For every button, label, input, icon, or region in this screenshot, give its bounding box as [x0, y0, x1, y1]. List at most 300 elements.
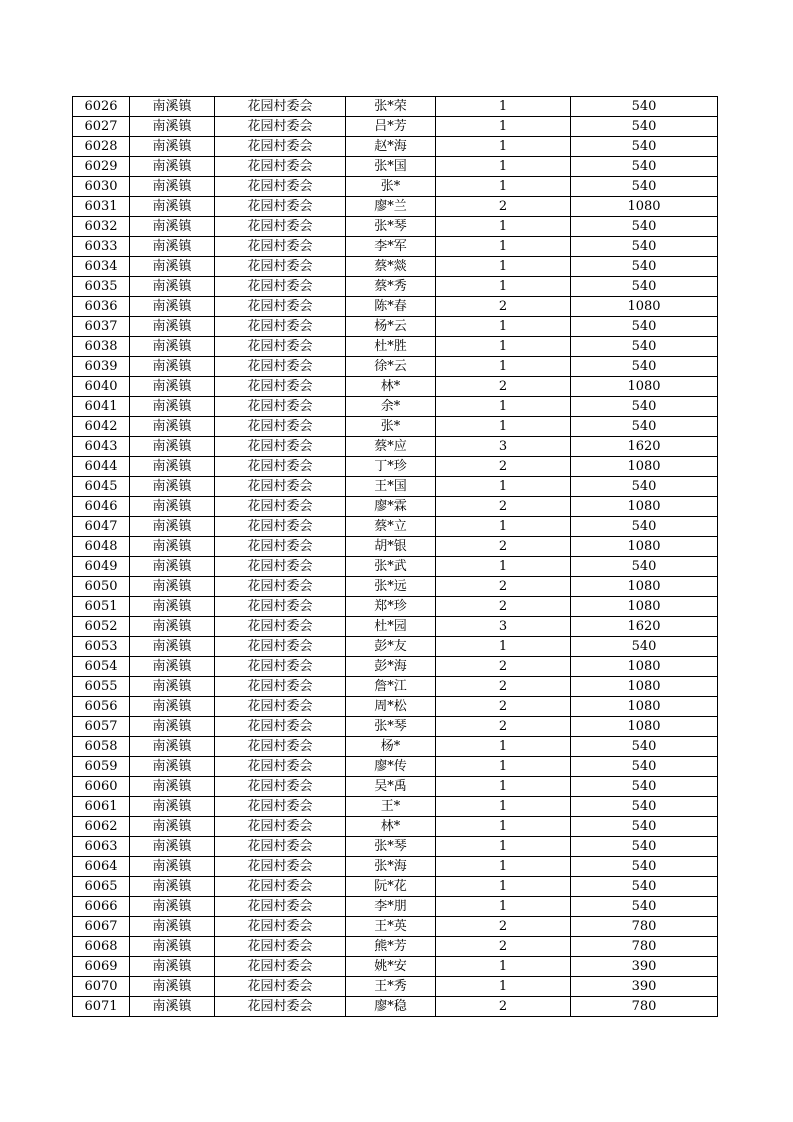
town-cell: 南溪镇 [130, 837, 215, 857]
village-committee-cell: 花园村委会 [215, 757, 346, 777]
count-cell: 1 [436, 477, 571, 497]
town-cell: 南溪镇 [130, 777, 215, 797]
table-row [73, 417, 718, 437]
data-table [72, 96, 718, 1017]
table-row [73, 197, 718, 217]
table-row [73, 797, 718, 817]
count-cell: 3 [436, 437, 571, 457]
village-committee-cell: 花园村委会 [215, 877, 346, 897]
amount-cell: 540 [571, 837, 718, 857]
amount-cell: 540 [571, 737, 718, 757]
town-cell: 南溪镇 [130, 217, 215, 237]
table-row [73, 737, 718, 757]
count-cell: 1 [436, 757, 571, 777]
row-number-cell: 6055 [73, 677, 130, 697]
count-cell: 2 [436, 717, 571, 737]
name-cell: 蔡*燚 [346, 257, 436, 277]
name-cell: 李*朋 [346, 897, 436, 917]
count-cell: 1 [436, 357, 571, 377]
amount-cell: 390 [571, 977, 718, 997]
name-cell: 李*军 [346, 237, 436, 257]
town-cell: 南溪镇 [130, 577, 215, 597]
row-number-cell: 6033 [73, 237, 130, 257]
amount-cell: 1620 [571, 617, 718, 637]
town-cell: 南溪镇 [130, 397, 215, 417]
count-cell: 1 [436, 897, 571, 917]
village-committee-cell: 花园村委会 [215, 777, 346, 797]
name-cell: 张*海 [346, 857, 436, 877]
row-number-cell: 6071 [73, 997, 130, 1017]
table-row [73, 957, 718, 977]
name-cell: 周*松 [346, 697, 436, 717]
town-cell: 南溪镇 [130, 657, 215, 677]
count-cell: 2 [436, 577, 571, 597]
village-committee-cell: 花园村委会 [215, 837, 346, 857]
town-cell: 南溪镇 [130, 497, 215, 517]
amount-cell: 540 [571, 637, 718, 657]
village-committee-cell: 花园村委会 [215, 377, 346, 397]
table-row [73, 817, 718, 837]
count-cell: 1 [436, 237, 571, 257]
count-cell: 1 [436, 257, 571, 277]
row-number-cell: 6039 [73, 357, 130, 377]
amount-cell: 540 [571, 117, 718, 137]
row-number-cell: 6027 [73, 117, 130, 137]
table-row [73, 177, 718, 197]
name-cell: 张*琴 [346, 217, 436, 237]
row-number-cell: 6043 [73, 437, 130, 457]
count-cell: 1 [436, 797, 571, 817]
table-row [73, 937, 718, 957]
row-number-cell: 6058 [73, 737, 130, 757]
amount-cell: 1080 [571, 677, 718, 697]
table-row [73, 457, 718, 477]
amount-cell: 1080 [571, 717, 718, 737]
row-number-cell: 6053 [73, 637, 130, 657]
table-row [73, 377, 718, 397]
village-committee-cell: 花园村委会 [215, 277, 346, 297]
count-cell: 1 [436, 397, 571, 417]
town-cell: 南溪镇 [130, 277, 215, 297]
town-cell: 南溪镇 [130, 997, 215, 1017]
count-cell: 3 [436, 617, 571, 637]
village-committee-cell: 花园村委会 [215, 617, 346, 637]
village-committee-cell: 花园村委会 [215, 217, 346, 237]
amount-cell: 540 [571, 877, 718, 897]
row-number-cell: 6063 [73, 837, 130, 857]
village-committee-cell: 花园村委会 [215, 797, 346, 817]
amount-cell: 540 [571, 357, 718, 377]
table-row [73, 297, 718, 317]
name-cell: 彭*友 [346, 637, 436, 657]
amount-cell: 1080 [571, 197, 718, 217]
name-cell: 廖*稳 [346, 997, 436, 1017]
amount-cell: 540 [571, 397, 718, 417]
town-cell: 南溪镇 [130, 737, 215, 757]
town-cell: 南溪镇 [130, 957, 215, 977]
village-committee-cell: 花园村委会 [215, 937, 346, 957]
count-cell: 2 [436, 457, 571, 477]
name-cell: 张*琴 [346, 717, 436, 737]
name-cell: 张*琴 [346, 837, 436, 857]
amount-cell: 1080 [571, 697, 718, 717]
row-number-cell: 6040 [73, 377, 130, 397]
table-row [73, 437, 718, 457]
village-committee-cell: 花园村委会 [215, 437, 346, 457]
name-cell: 张*国 [346, 157, 436, 177]
count-cell: 1 [436, 337, 571, 357]
amount-cell: 780 [571, 917, 718, 937]
name-cell: 余* [346, 397, 436, 417]
row-number-cell: 6059 [73, 757, 130, 777]
table-row [73, 317, 718, 337]
amount-cell: 540 [571, 417, 718, 437]
table-row [73, 977, 718, 997]
name-cell: 杨* [346, 737, 436, 757]
village-committee-cell: 花园村委会 [215, 197, 346, 217]
village-committee-cell: 花园村委会 [215, 337, 346, 357]
row-number-cell: 6026 [73, 97, 130, 117]
amount-cell: 1080 [571, 657, 718, 677]
town-cell: 南溪镇 [130, 257, 215, 277]
count-cell: 1 [436, 737, 571, 757]
table-row [73, 97, 718, 117]
town-cell: 南溪镇 [130, 137, 215, 157]
name-cell: 蔡*立 [346, 517, 436, 537]
town-cell: 南溪镇 [130, 477, 215, 497]
row-number-cell: 6042 [73, 417, 130, 437]
count-cell: 1 [436, 317, 571, 337]
village-committee-cell: 花园村委会 [215, 997, 346, 1017]
amount-cell: 540 [571, 517, 718, 537]
village-committee-cell: 花园村委会 [215, 557, 346, 577]
village-committee-cell: 花园村委会 [215, 597, 346, 617]
village-committee-cell: 花园村委会 [215, 577, 346, 597]
count-cell: 1 [436, 817, 571, 837]
town-cell: 南溪镇 [130, 937, 215, 957]
table-row [73, 697, 718, 717]
count-cell: 2 [436, 497, 571, 517]
amount-cell: 780 [571, 937, 718, 957]
village-committee-cell: 花园村委会 [215, 697, 346, 717]
count-cell: 1 [436, 557, 571, 577]
count-cell: 1 [436, 837, 571, 857]
table-row [73, 617, 718, 637]
count-cell: 1 [436, 857, 571, 877]
amount-cell: 540 [571, 157, 718, 177]
row-number-cell: 6068 [73, 937, 130, 957]
name-cell: 徐*云 [346, 357, 436, 377]
table-row [73, 777, 718, 797]
count-cell: 1 [436, 97, 571, 117]
table-row [73, 597, 718, 617]
row-number-cell: 6044 [73, 457, 130, 477]
row-number-cell: 6048 [73, 537, 130, 557]
name-cell: 王* [346, 797, 436, 817]
name-cell: 彭*海 [346, 657, 436, 677]
row-number-cell: 6054 [73, 657, 130, 677]
amount-cell: 540 [571, 557, 718, 577]
village-committee-cell: 花园村委会 [215, 817, 346, 837]
village-committee-cell: 花园村委会 [215, 97, 346, 117]
count-cell: 2 [436, 997, 571, 1017]
amount-cell: 540 [571, 857, 718, 877]
town-cell: 南溪镇 [130, 517, 215, 537]
count-cell: 1 [436, 957, 571, 977]
name-cell: 陈*春 [346, 297, 436, 317]
town-cell: 南溪镇 [130, 537, 215, 557]
village-committee-cell: 花园村委会 [215, 357, 346, 377]
table-row [73, 137, 718, 157]
village-committee-cell: 花园村委会 [215, 237, 346, 257]
count-cell: 2 [436, 377, 571, 397]
town-cell: 南溪镇 [130, 297, 215, 317]
name-cell: 蔡*应 [346, 437, 436, 457]
village-committee-cell: 花园村委会 [215, 417, 346, 437]
row-number-cell: 6046 [73, 497, 130, 517]
name-cell: 詹*江 [346, 677, 436, 697]
town-cell: 南溪镇 [130, 357, 215, 377]
name-cell: 杨*云 [346, 317, 436, 337]
name-cell: 蔡*秀 [346, 277, 436, 297]
amount-cell: 1620 [571, 437, 718, 457]
name-cell: 杜*胜 [346, 337, 436, 357]
name-cell: 胡*银 [346, 537, 436, 557]
village-committee-cell: 花园村委会 [215, 737, 346, 757]
village-committee-cell: 花园村委会 [215, 477, 346, 497]
village-committee-cell: 花园村委会 [215, 957, 346, 977]
row-number-cell: 6045 [73, 477, 130, 497]
village-committee-cell: 花园村委会 [215, 657, 346, 677]
count-cell: 1 [436, 417, 571, 437]
row-number-cell: 6065 [73, 877, 130, 897]
table-row [73, 577, 718, 597]
amount-cell: 1080 [571, 497, 718, 517]
count-cell: 1 [436, 877, 571, 897]
row-number-cell: 6064 [73, 857, 130, 877]
town-cell: 南溪镇 [130, 237, 215, 257]
amount-cell: 540 [571, 757, 718, 777]
table-row [73, 217, 718, 237]
town-cell: 南溪镇 [130, 977, 215, 997]
count-cell: 2 [436, 197, 571, 217]
amount-cell: 540 [571, 237, 718, 257]
town-cell: 南溪镇 [130, 317, 215, 337]
amount-cell: 540 [571, 777, 718, 797]
name-cell: 廖*兰 [346, 197, 436, 217]
row-number-cell: 6035 [73, 277, 130, 297]
table-row [73, 677, 718, 697]
village-committee-cell: 花园村委会 [215, 497, 346, 517]
town-cell: 南溪镇 [130, 197, 215, 217]
village-committee-cell: 花园村委会 [215, 317, 346, 337]
amount-cell: 540 [571, 177, 718, 197]
row-number-cell: 6070 [73, 977, 130, 997]
table-row [73, 477, 718, 497]
name-cell: 林* [346, 817, 436, 837]
name-cell: 王*国 [346, 477, 436, 497]
village-committee-cell: 花园村委会 [215, 677, 346, 697]
count-cell: 1 [436, 137, 571, 157]
count-cell: 2 [436, 677, 571, 697]
row-number-cell: 6067 [73, 917, 130, 937]
table-row [73, 857, 718, 877]
name-cell: 林* [346, 377, 436, 397]
table-row [73, 557, 718, 577]
row-number-cell: 6041 [73, 397, 130, 417]
name-cell: 熊*芳 [346, 937, 436, 957]
town-cell: 南溪镇 [130, 697, 215, 717]
table-row [73, 117, 718, 137]
town-cell: 南溪镇 [130, 877, 215, 897]
name-cell: 张*荣 [346, 97, 436, 117]
name-cell: 王*秀 [346, 977, 436, 997]
row-number-cell: 6034 [73, 257, 130, 277]
name-cell: 张*武 [346, 557, 436, 577]
count-cell: 1 [436, 157, 571, 177]
name-cell: 廖*传 [346, 757, 436, 777]
amount-cell: 540 [571, 897, 718, 917]
amount-cell: 1080 [571, 537, 718, 557]
amount-cell: 780 [571, 997, 718, 1017]
name-cell: 姚*安 [346, 957, 436, 977]
name-cell: 张*远 [346, 577, 436, 597]
name-cell: 郑*珍 [346, 597, 436, 617]
name-cell: 吴*禹 [346, 777, 436, 797]
row-number-cell: 6061 [73, 797, 130, 817]
village-committee-cell: 花园村委会 [215, 977, 346, 997]
count-cell: 1 [436, 117, 571, 137]
amount-cell: 540 [571, 217, 718, 237]
table-row [73, 257, 718, 277]
name-cell: 阮*花 [346, 877, 436, 897]
town-cell: 南溪镇 [130, 797, 215, 817]
town-cell: 南溪镇 [130, 817, 215, 837]
table-row [73, 517, 718, 537]
row-number-cell: 6037 [73, 317, 130, 337]
village-committee-cell: 花园村委会 [215, 897, 346, 917]
amount-cell: 540 [571, 797, 718, 817]
table-row [73, 497, 718, 517]
count-cell: 1 [436, 177, 571, 197]
row-number-cell: 6028 [73, 137, 130, 157]
amount-cell: 540 [571, 477, 718, 497]
row-number-cell: 6049 [73, 557, 130, 577]
row-number-cell: 6031 [73, 197, 130, 217]
table-row [73, 397, 718, 417]
count-cell: 2 [436, 697, 571, 717]
count-cell: 2 [436, 937, 571, 957]
village-committee-cell: 花园村委会 [215, 177, 346, 197]
table-row [73, 657, 718, 677]
village-committee-cell: 花园村委会 [215, 257, 346, 277]
name-cell: 杜*园 [346, 617, 436, 637]
row-number-cell: 6047 [73, 517, 130, 537]
town-cell: 南溪镇 [130, 857, 215, 877]
count-cell: 1 [436, 517, 571, 537]
amount-cell: 390 [571, 957, 718, 977]
name-cell: 吕*芳 [346, 117, 436, 137]
table-row [73, 537, 718, 557]
table-row [73, 277, 718, 297]
count-cell: 1 [436, 217, 571, 237]
count-cell: 2 [436, 597, 571, 617]
amount-cell: 540 [571, 317, 718, 337]
amount-cell: 540 [571, 337, 718, 357]
count-cell: 1 [436, 637, 571, 657]
count-cell: 2 [436, 917, 571, 937]
town-cell: 南溪镇 [130, 377, 215, 397]
table-row [73, 757, 718, 777]
table-row [73, 157, 718, 177]
table-row [73, 917, 718, 937]
amount-cell: 540 [571, 257, 718, 277]
town-cell: 南溪镇 [130, 437, 215, 457]
row-number-cell: 6032 [73, 217, 130, 237]
town-cell: 南溪镇 [130, 897, 215, 917]
amount-cell: 1080 [571, 577, 718, 597]
table-body [73, 97, 718, 1017]
row-number-cell: 6056 [73, 697, 130, 717]
town-cell: 南溪镇 [130, 457, 215, 477]
table-row [73, 357, 718, 377]
town-cell: 南溪镇 [130, 717, 215, 737]
village-committee-cell: 花园村委会 [215, 457, 346, 477]
count-cell: 2 [436, 657, 571, 677]
amount-cell: 1080 [571, 297, 718, 317]
row-number-cell: 6050 [73, 577, 130, 597]
village-committee-cell: 花园村委会 [215, 517, 346, 537]
count-cell: 1 [436, 977, 571, 997]
table-row [73, 897, 718, 917]
town-cell: 南溪镇 [130, 337, 215, 357]
village-committee-cell: 花园村委会 [215, 397, 346, 417]
count-cell: 2 [436, 297, 571, 317]
table-row [73, 637, 718, 657]
town-cell: 南溪镇 [130, 637, 215, 657]
row-number-cell: 6066 [73, 897, 130, 917]
row-number-cell: 6029 [73, 157, 130, 177]
amount-cell: 1080 [571, 597, 718, 617]
row-number-cell: 6030 [73, 177, 130, 197]
village-committee-cell: 花园村委会 [215, 297, 346, 317]
village-committee-cell: 花园村委会 [215, 157, 346, 177]
row-number-cell: 6057 [73, 717, 130, 737]
village-committee-cell: 花园村委会 [215, 917, 346, 937]
town-cell: 南溪镇 [130, 617, 215, 637]
amount-cell: 540 [571, 137, 718, 157]
row-number-cell: 6036 [73, 297, 130, 317]
table-row [73, 717, 718, 737]
village-committee-cell: 花园村委会 [215, 717, 346, 737]
table-row [73, 997, 718, 1017]
amount-cell: 1080 [571, 457, 718, 477]
row-number-cell: 6069 [73, 957, 130, 977]
amount-cell: 540 [571, 97, 718, 117]
village-committee-cell: 花园村委会 [215, 117, 346, 137]
town-cell: 南溪镇 [130, 597, 215, 617]
row-number-cell: 6038 [73, 337, 130, 357]
row-number-cell: 6062 [73, 817, 130, 837]
table-row [73, 237, 718, 257]
town-cell: 南溪镇 [130, 117, 215, 137]
name-cell: 丁*珍 [346, 457, 436, 477]
name-cell: 王*英 [346, 917, 436, 937]
town-cell: 南溪镇 [130, 557, 215, 577]
row-number-cell: 6052 [73, 617, 130, 637]
table-row [73, 837, 718, 857]
village-committee-cell: 花园村委会 [215, 637, 346, 657]
